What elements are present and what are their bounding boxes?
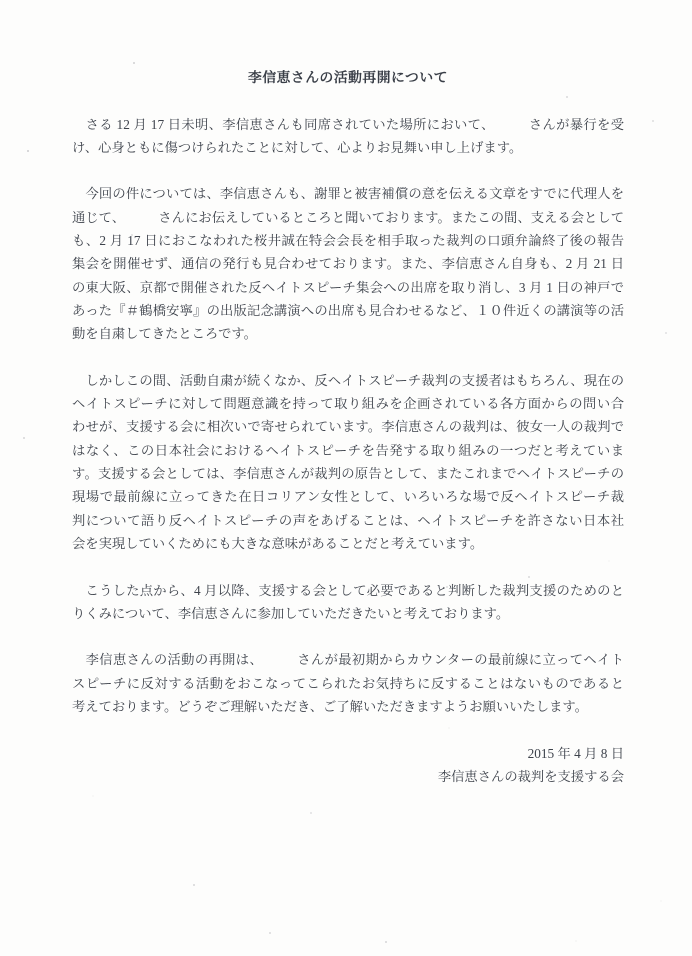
text-line: 今回の件については、李信恵さんも、謝罪と被害補償の意を伝える文章をすでに代理人を bbox=[72, 186, 624, 202]
paragraph-trial-significance bbox=[72, 369, 624, 555]
scan-noise-specks bbox=[0, 0, 2, 2]
text-line: 通じて、 さんにお伝えしているところと聞いております。またこの間、支える会として bbox=[72, 209, 624, 225]
text-line: 現場で最前線に立ってきた在日コリアン女性として、いろいろな場で反ヘイトスピーチ裁 bbox=[72, 489, 624, 505]
signature-line: 李信恵さんの裁判を支援する会 bbox=[437, 768, 624, 784]
text-line: しかしこの間、活動自粛が続くなか、反ヘイトスピーチ裁判の支援者はもちろん、現在の bbox=[72, 372, 624, 388]
paragraph-greeting bbox=[72, 113, 624, 160]
text-line: 判について語り反ヘイトスピーチの声をあげることは、ヘイトスピーチを許さない日本社 bbox=[72, 512, 624, 528]
text-line: ヘイトスピーチに対して問題意識を持って取り組みを企画されている各方面からの問い合 bbox=[72, 396, 624, 412]
text-line: 動を自粛してきたところです。 bbox=[72, 326, 257, 342]
paragraph-self-restraint bbox=[72, 182, 624, 345]
text-line: スピーチに反対する活動をおこなってこられたお気持ちに反することはないものであると bbox=[72, 675, 624, 691]
document-content bbox=[72, 66, 624, 788]
text-line: の東大阪、京都で開催された反ヘイトスピーチ集会への出席を取り消し、3 月 1 日の神戸で bbox=[72, 279, 624, 295]
text-line: りくみについて、李信恵さんに参加していただきたいと考えております。 bbox=[72, 605, 510, 621]
paragraph-closing bbox=[72, 648, 624, 718]
text-line: こうした点から、4 月以降、支援する会として必要であると判断した裁判支援のためのと bbox=[72, 582, 624, 598]
text-line: 会を実現していくためにも大きな意味があることだと考えています。 bbox=[72, 535, 484, 551]
text-line: 李信恵さんの活動の再開は、 さんが最初期からカウンターの最前線に立ってヘイト bbox=[72, 652, 624, 668]
text-line: わせが、支援する会に相次いで寄せられています。李信恵さんの裁判は、彼女一人の裁判で bbox=[72, 419, 624, 435]
document-title: 李信恵さんの活動再開について bbox=[248, 70, 448, 85]
text-line: 集会を開催せず、通信の発行も見合わせております。また、李信恵さん自身も、2 月 21 日 bbox=[72, 256, 624, 272]
text-line: け、心身ともに傷つけられたことに対して、心よりお見舞い申し上げます。 bbox=[72, 139, 523, 155]
text-line: す。支援する会としては、李信恵さんが裁判の原告として、またこれまでヘイトスピーチの bbox=[72, 466, 624, 482]
text-line: さる 12 月 17 日未明、李信恵さんも同席されていた場所において、 さんが暴行を受 bbox=[72, 116, 624, 132]
date-line: 2015 年 4 月 8 日 bbox=[527, 745, 624, 761]
text-line: あった『＃鶴橋安寧』の出版記念講演への出席も見合わせるなど、１０件近くの講演等の活 bbox=[72, 302, 624, 318]
text-line: 考えております。どうぞご理解いただき、ご了解いただきますようお願いいたします。 bbox=[72, 699, 588, 715]
text-line: はなく、この日本社会におけるヘイトスピーチを告発する取り組みの一つだと考えていま bbox=[72, 442, 624, 458]
text-line: も、2 月 17 日におこなわれた桜井誠在特会会長を相手取った裁判の口頭弁論終了後の報告 bbox=[72, 233, 624, 249]
paragraph-participation-request bbox=[72, 579, 624, 626]
